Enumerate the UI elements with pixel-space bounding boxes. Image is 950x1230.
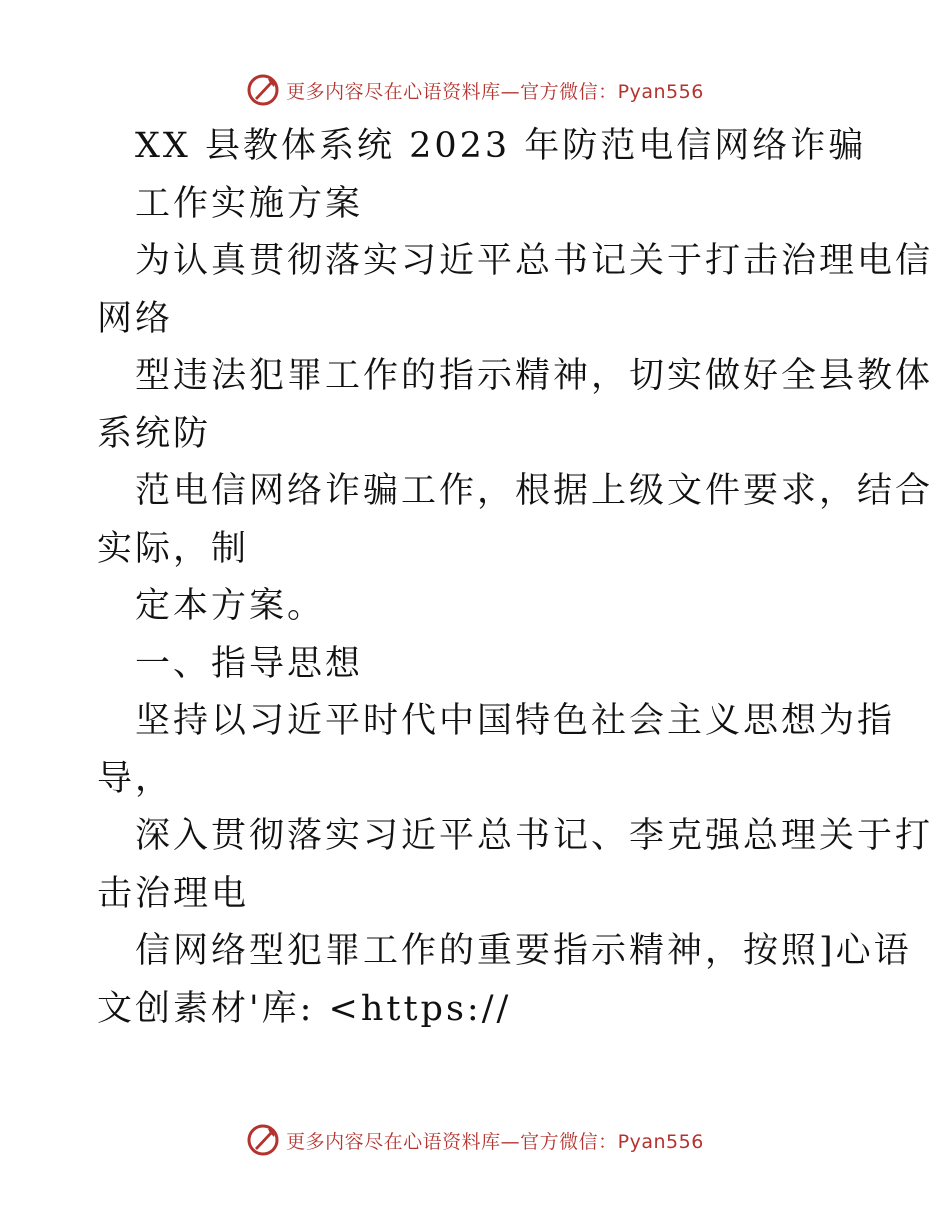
paragraph-line: 信网络型犯罪工作的重要指示精神，按照]心语 — [135, 931, 912, 971]
paragraph-line: 网络 — [97, 298, 174, 339]
header-banner-text: 更多内容尽在心语资料库—官方微信：Pyan556 — [286, 80, 704, 103]
header-banner — [0, 70, 950, 110]
title-line-1: XX 县教体系统 2023 年防范电信网络诈骗 — [135, 126, 867, 166]
quill-logo-icon — [246, 73, 280, 107]
title-line-2: 工作实施方案 — [135, 183, 364, 224]
paragraph-line: 范电信网络诈骗工作，根据上级文件要求，结合 — [135, 471, 934, 511]
paragraph-line: 型违法犯罪工作的指示精神，切实做好全县教体 — [135, 356, 934, 396]
paragraph-line: 为认真贯彻落实习近平总书记关于打击治理电信 — [135, 241, 934, 281]
paragraph-line: 文创素材'库: <https:// — [97, 988, 512, 1029]
footer-banner — [0, 1120, 950, 1160]
document-body — [97, 118, 934, 1038]
footer-banner-text: 更多内容尽在心语资料库—官方微信：Pyan556 — [286, 1130, 704, 1153]
paragraph-line: 系统防 — [97, 413, 212, 454]
paragraph-line: 坚持以习近平时代中国特色社会主义思想为指 — [135, 701, 896, 741]
paragraph-line: 深入贯彻落实习近平总书记、李克强总理关于打 — [135, 816, 934, 856]
paragraph-line: 击治理电 — [97, 873, 250, 914]
paragraph-line: 定本方案。 — [135, 586, 326, 626]
section-heading: 一、指导思想 — [135, 643, 364, 684]
paragraph-line: 导， — [97, 758, 174, 799]
paragraph-line: 实际，制 — [97, 528, 250, 569]
quill-logo-icon — [246, 1123, 280, 1157]
